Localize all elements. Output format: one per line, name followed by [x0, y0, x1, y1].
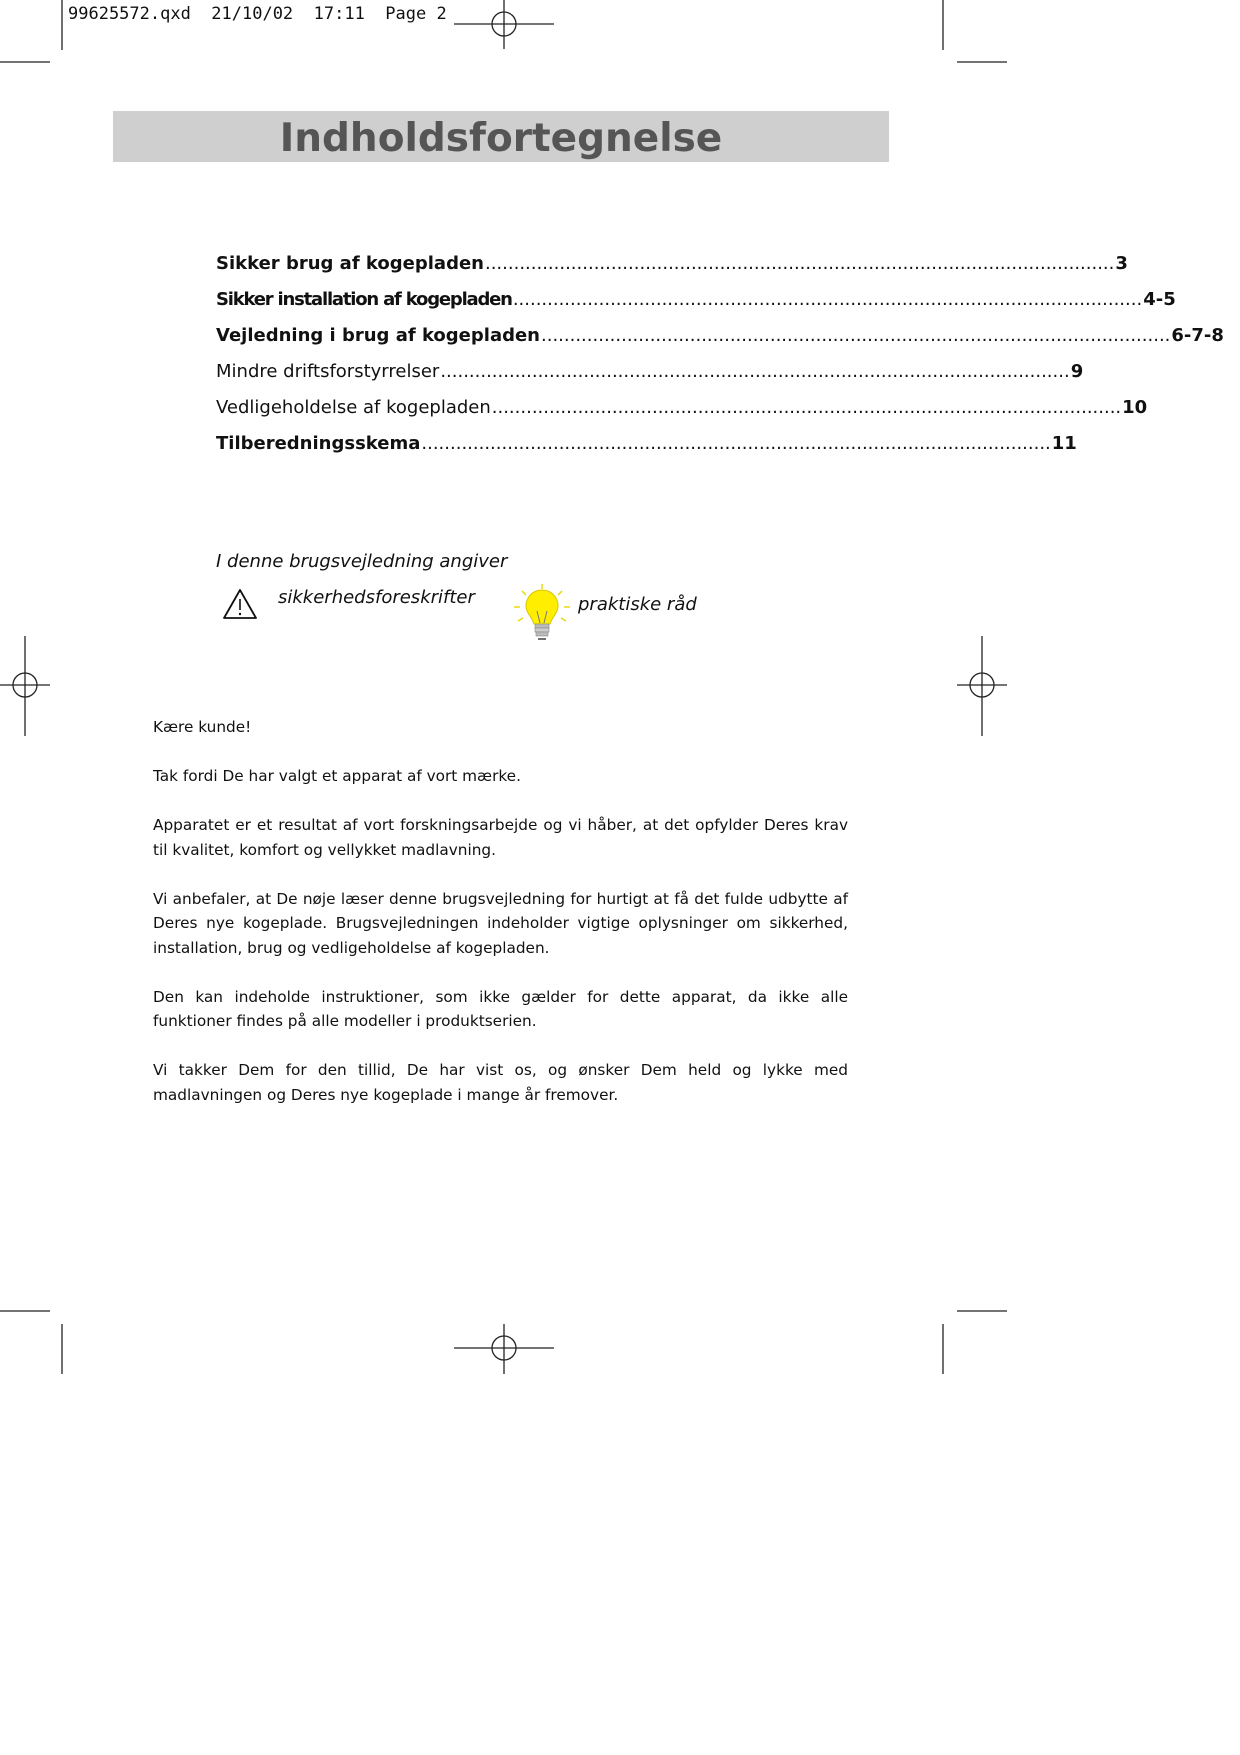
- table-of-contents: [216, 245, 1224, 461]
- registration-mark-bottom: [454, 1324, 554, 1374]
- toc-leader-dots: ..............................................................................................................: [512, 288, 1143, 310]
- toc-entry-label: Vedligeholdelse af kogepladen: [216, 396, 491, 418]
- print-slug: 99625572.qxd 21/10/02 17:11 Page 2: [68, 4, 447, 24]
- page-title: Indholdsfortegnelse: [279, 116, 723, 161]
- toc-leader-dots: ..............................................................................................................: [421, 432, 1051, 454]
- toc-entry-label: Vejledning i brug af kogepladen: [216, 324, 540, 346]
- toc-entry[interactable]: [216, 425, 1077, 461]
- registration-mark-top: [454, 0, 554, 49]
- registration-mark-right: [957, 636, 1007, 736]
- toc-leader-dots: ..............................................................................................................: [440, 360, 1070, 382]
- toc-leader-dots: ..............................................................................................................: [541, 324, 1171, 346]
- toc-entry-label: Mindre driftsforstyrrelser: [216, 360, 440, 382]
- letter-paragraph: Den kan indeholde instruktioner, som ikke gælder for dette apparat, da ikke alle funktioner findes på alle modeller i produktserien.: [153, 987, 848, 1030]
- toc-entry-label: Sikker brug af kogepladen: [216, 252, 484, 274]
- legend-warning-label: sikkerhedsforeskrifter: [278, 587, 475, 608]
- toc-leader-dots: ..............................................................................................................: [484, 252, 1115, 274]
- legend-intro: I denne brugsvejledning angiver: [216, 551, 508, 572]
- letter-paragraph: Apparatet er et resultat af vort forskningsarbejde og vi håber, at det opfylder Deres krav til kvalitet, komfort og vellykket madlavning.: [153, 816, 848, 859]
- toc-entry-page: 6-7-8: [1171, 324, 1224, 346]
- registration-mark-left: [0, 636, 50, 736]
- toc-entry[interactable]: [216, 353, 1084, 389]
- letter-body: [153, 715, 848, 1132]
- toc-entry-page: 11: [1051, 432, 1077, 454]
- toc-entry[interactable]: [216, 389, 1148, 425]
- toc-entry-page: 4-5: [1143, 288, 1176, 310]
- toc-entry-label: Sikker installation af kogepladen: [216, 288, 512, 310]
- toc-entry[interactable]: [216, 281, 1176, 317]
- letter-paragraph: Tak fordi De har valgt et apparat af vort mærke.: [153, 767, 521, 785]
- letter-greeting: Kære kunde!: [153, 718, 252, 736]
- title-banner: [113, 111, 889, 162]
- toc-leader-dots: ..............................................................................................................: [491, 396, 1122, 418]
- toc-entry-page: 10: [1122, 396, 1148, 418]
- toc-entry[interactable]: [216, 317, 1224, 353]
- legend-tips-label: praktiske råd: [578, 594, 697, 615]
- letter-paragraph: Vi takker Dem for den tillid, De har vist os, og ønsker Dem held og lykke med madlavningen og Deres nye kogeplade i mange år fremover.: [153, 1061, 848, 1104]
- letter-paragraph: Vi anbefaler, at De nøje læser denne brugsvejledning for hurtigt at få det fulde udbytte af Deres nye kogeplade. Brugsvejledningen indeholder vigtige oplysninger om sikkerhed, installation, brug og vedligeholdelse af kogepladen.: [153, 889, 848, 957]
- toc-entry-page: 3: [1115, 252, 1128, 274]
- toc-entry-label: Tilberedningsskema: [216, 432, 421, 454]
- toc-entry[interactable]: [216, 245, 1128, 281]
- warning-triangle-icon: [222, 588, 258, 620]
- lightbulb-icon: [512, 583, 572, 649]
- toc-entry-page: 9: [1070, 360, 1084, 382]
